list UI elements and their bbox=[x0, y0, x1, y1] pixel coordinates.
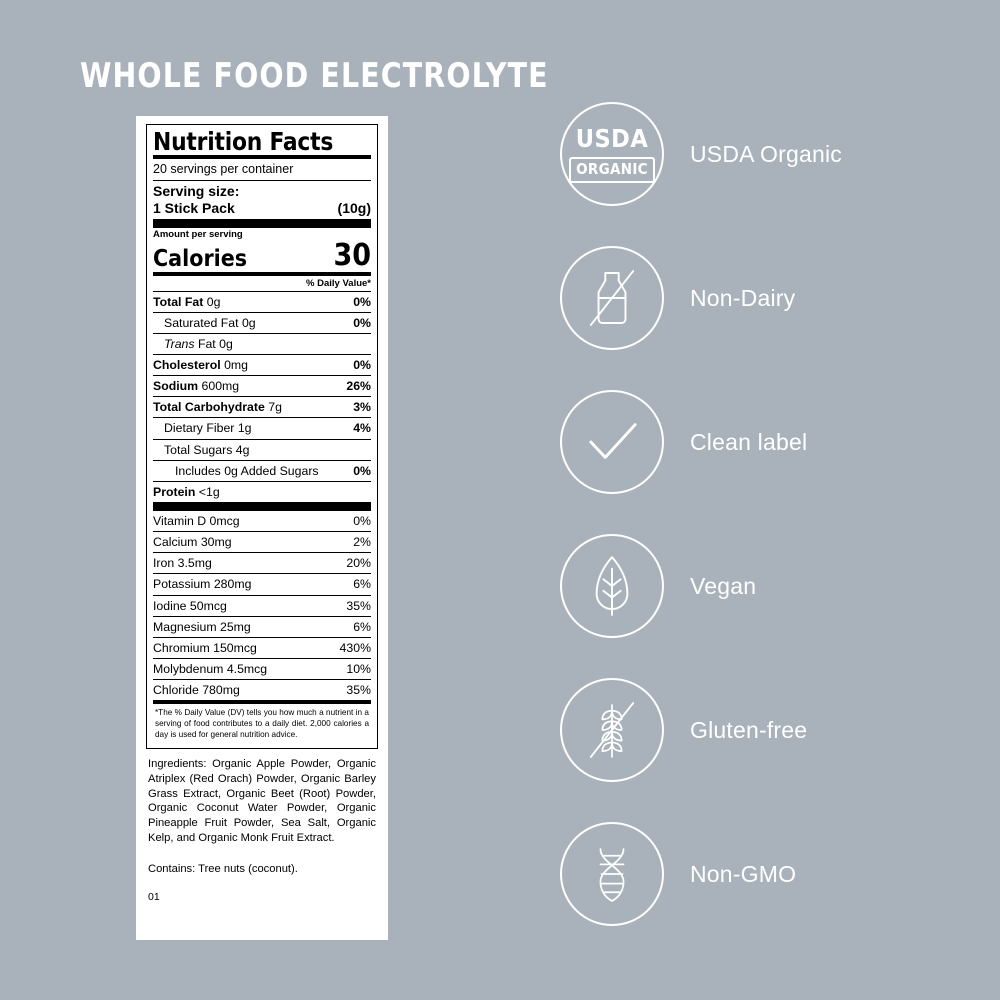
vitamin-row bbox=[153, 637, 371, 658]
vitamin-name: Molybdenum 4.5mcg bbox=[153, 661, 268, 676]
vitamin-pct: 6% bbox=[353, 619, 371, 634]
nutrient-pct: 3% bbox=[353, 400, 371, 415]
vitamin-name: Iron 3.5mg bbox=[153, 556, 212, 571]
nutrient-name: Total Carbohydrate bbox=[153, 400, 265, 415]
vitamin-pct: 35% bbox=[346, 683, 371, 698]
vitamin-pct: 2% bbox=[353, 535, 371, 550]
vitamin-row bbox=[153, 531, 371, 552]
serving-size-row bbox=[153, 200, 371, 219]
divider-above-calories bbox=[153, 219, 371, 228]
vitamin-row bbox=[153, 679, 371, 700]
vitamin-row bbox=[153, 616, 371, 637]
nutrition-facts-box bbox=[146, 124, 378, 749]
serving-size-label: Serving size: bbox=[153, 182, 240, 199]
usda-organic-icon bbox=[560, 102, 664, 206]
nutrient-row bbox=[153, 417, 371, 438]
nutrient-name: Includes 0g Added Sugars bbox=[175, 463, 319, 478]
calories-row bbox=[153, 237, 371, 273]
certification-badge-list bbox=[560, 82, 960, 946]
usda-bottom-text: ORGANIC bbox=[576, 160, 648, 178]
vitamin-name: Iodine 50mcg bbox=[153, 598, 227, 613]
usda-top-text: USDA bbox=[575, 123, 649, 153]
nutrient-pct: 4% bbox=[353, 421, 371, 436]
vitamin-row bbox=[153, 573, 371, 594]
vitamin-name: Magnesium 25mg bbox=[153, 619, 251, 634]
nutrient-name: Protein bbox=[153, 484, 196, 499]
leaf-icon bbox=[560, 534, 664, 638]
nutrient-name: Cholesterol bbox=[153, 357, 221, 372]
vitamin-name: Calcium 30mg bbox=[153, 535, 232, 550]
nutrient-name: Sodium bbox=[153, 379, 199, 394]
ingredients-text: Ingredients: Organic Apple Powder, Organic Atriplex (Red Orach) Powder, Organic Barley Grass Extract, Organic Beet (Root) Powder, Organic Coconut Water Powder, Organic Pineapple Fruit Powder, Sea Salt, Organic Kelp, and Organic Monk Fruit Extract. bbox=[148, 757, 376, 845]
vitamin-row bbox=[153, 552, 371, 573]
nutrient-row bbox=[153, 481, 371, 502]
nutrient-pct: 0% bbox=[353, 357, 371, 372]
vitamin-pct: 35% bbox=[346, 598, 371, 613]
nutrient-amount: 0g bbox=[206, 294, 221, 309]
vitamin-name: Chloride 780mg bbox=[153, 683, 240, 698]
nutrient-row bbox=[153, 291, 371, 312]
servings-per-container: 20 servings per container bbox=[153, 162, 294, 177]
nutrient-amount: Fat 0g bbox=[197, 336, 233, 351]
vitamin-row bbox=[153, 511, 371, 531]
badge-gluten-free bbox=[560, 658, 960, 802]
nutrient-name: Total Fat bbox=[153, 294, 204, 309]
nutrient-pct: 0% bbox=[353, 294, 371, 309]
calories-value: 30 bbox=[333, 237, 371, 273]
badge-label: Non-Dairy bbox=[690, 284, 796, 311]
nutrient-amount: 600mg bbox=[201, 379, 240, 394]
nutrient-name: Saturated Fat bbox=[164, 315, 239, 330]
nutrient-amount: 1g bbox=[237, 421, 252, 436]
vitamin-row bbox=[153, 595, 371, 616]
nutrient-name: Trans bbox=[164, 336, 195, 351]
checkmark-icon bbox=[560, 390, 664, 494]
badge-label: Clean label bbox=[690, 428, 808, 455]
no-dairy-bottle-icon bbox=[560, 246, 664, 350]
nutrient-name: Total Sugars bbox=[164, 442, 233, 457]
nutrient-name: Dietary Fiber bbox=[164, 421, 235, 436]
page-title: WHOLE FOOD ELECTROLYTE bbox=[80, 56, 549, 96]
vitamin-pct: 20% bbox=[346, 556, 371, 571]
vitamin-pct: 430% bbox=[339, 640, 371, 655]
serving-size-value: 1 Stick Pack bbox=[153, 200, 235, 217]
nutrient-row bbox=[153, 460, 371, 481]
vitamin-pct: 6% bbox=[353, 577, 371, 592]
nutrient-amount: 7g bbox=[268, 400, 282, 415]
nutrient-row bbox=[153, 354, 371, 375]
nutrient-row bbox=[153, 333, 371, 354]
no-wheat-icon bbox=[560, 678, 664, 782]
vitamin-name: Potassium 280mg bbox=[153, 577, 252, 592]
badge-label: Vegan bbox=[690, 572, 757, 599]
nutrient-amount: 0g bbox=[241, 315, 256, 330]
vitamin-pct: 0% bbox=[353, 513, 371, 528]
nutrition-facts-panel bbox=[136, 116, 388, 940]
vitamin-name: Vitamin D 0mcg bbox=[153, 513, 240, 528]
nutrient-amount: <1g bbox=[198, 484, 220, 499]
nutrient-row bbox=[153, 312, 371, 333]
vitamin-name: Chromium 150mcg bbox=[153, 640, 257, 655]
badge-vegan bbox=[560, 514, 960, 658]
dna-icon bbox=[560, 822, 664, 926]
badge-label: Non-GMO bbox=[690, 860, 797, 887]
calories-label: Calories bbox=[153, 245, 248, 272]
daily-value-footnote: *The % Daily Value (DV) tells you how much a nutrient in a serving of food contributes to a daily diet. 2,000 calories a day is used for general nutrition advice. bbox=[155, 708, 369, 739]
badge-clean-label bbox=[560, 370, 960, 514]
daily-value-header: % Daily Value* bbox=[306, 277, 371, 289]
allergen-contains-text: Contains: Tree nuts (coconut). bbox=[148, 863, 298, 876]
badge-usda-organic bbox=[560, 82, 960, 226]
nutrient-pct: 26% bbox=[346, 379, 371, 394]
vitamin-row bbox=[153, 658, 371, 679]
badge-label: USDA Organic bbox=[690, 140, 842, 167]
nutrient-pct: 0% bbox=[353, 463, 371, 478]
serving-size-weight: (10g) bbox=[337, 200, 371, 217]
nutrient-pct: 0% bbox=[353, 315, 371, 330]
nutrition-facts-title: Nutrition Facts bbox=[153, 127, 334, 156]
page-number: 01 bbox=[148, 890, 160, 903]
badge-non-gmo bbox=[560, 802, 960, 946]
divider-above-vitamins bbox=[153, 502, 371, 511]
amount-per-serving-label: Amount per serving bbox=[153, 229, 243, 241]
nutrient-row bbox=[153, 439, 371, 460]
nutrient-row bbox=[153, 375, 371, 396]
nutrient-amount: 0mg bbox=[224, 357, 248, 372]
badge-label: Gluten-free bbox=[690, 716, 808, 743]
nutrient-amount: 4g bbox=[235, 442, 250, 457]
nutrient-row bbox=[153, 396, 371, 417]
vitamin-pct: 10% bbox=[346, 661, 371, 676]
badge-non-dairy bbox=[560, 226, 960, 370]
